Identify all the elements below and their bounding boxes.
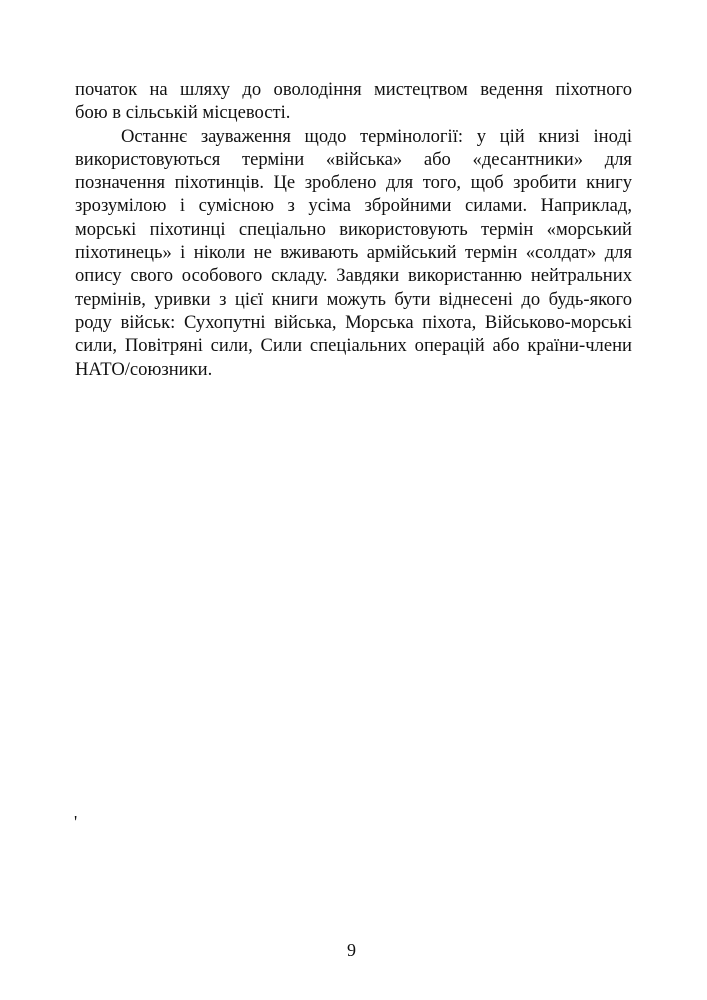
text-line: початок на шляху до оволодіння мистецтвом ведення піхотного xyxy=(75,79,632,100)
text-line: бою в сільській місцевості. xyxy=(75,102,291,124)
text-line: термінів, уривки з цієї книги можуть бути віднесені до будь-якого xyxy=(75,288,632,310)
text-line: роду військ: Сухопутні війська, Морська піхота, Військово-морські xyxy=(75,311,632,333)
body-text xyxy=(75,78,632,381)
text-line: морські піхотинці спеціально використовують термін «морський xyxy=(75,218,632,240)
text-line: опису свого особового складу. Завдяки використанню нейтральних xyxy=(75,265,632,287)
paragraph-1 xyxy=(75,78,632,125)
stray-mark: ' xyxy=(74,812,78,832)
text-line: НАТО/союзники. xyxy=(75,358,213,380)
text-line: піхотинець» і ніколи не вживають армійський термін «солдат» для xyxy=(75,242,632,264)
text-line: використовуються терміни «війська» або «десантники» для xyxy=(75,148,632,170)
text-line: позначення піхотинців. Це зроблено для того, щоб зробити книгу xyxy=(75,172,632,194)
page-number: 9 xyxy=(347,940,356,960)
text-line: зрозумілою і сумісною з усіма збройними силами. Наприклад, xyxy=(75,195,632,217)
paragraph-2 xyxy=(75,125,632,381)
text-line: сили, Повітряні сили, Сили спеціальних операцій або країни-члени xyxy=(75,335,632,357)
text-line: Останнє зауваження щодо термінології: у цій книзі іноді xyxy=(121,125,632,147)
